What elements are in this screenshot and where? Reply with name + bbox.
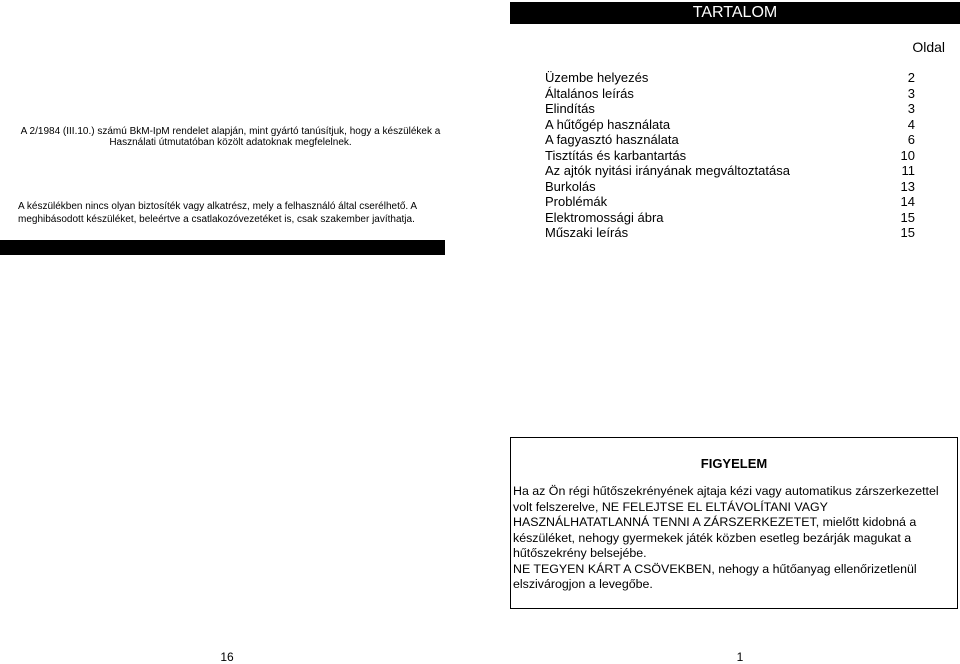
left-page [0, 0, 480, 662]
toc-title: TARTALOM [510, 2, 960, 24]
toc-item-title: Tisztítás és karbantartás [545, 147, 687, 163]
toc-item-page: 4 [907, 116, 915, 132]
toc-item-title: Üzembe helyezés [545, 70, 649, 85]
toc-item-page: 11 [901, 163, 915, 178]
toc-item-title: Burkolás [545, 178, 596, 194]
page-number-right: 1 [736, 650, 744, 664]
warning-box [510, 437, 958, 609]
toc-item-title: Elektromossági ábra [545, 209, 664, 225]
toc-item-title: Az ajtók nyitási irányának megváltoztatása [545, 163, 790, 178]
toc-item-title: A fagyasztó használata [545, 132, 679, 147]
toc-item-title: Műszaki leírás [545, 225, 629, 240]
warning-title: FIGYELEM [700, 456, 768, 471]
toc-item-title: Problémák [545, 194, 608, 209]
toc-item[interactable] [545, 70, 915, 86]
toc-item-page: 6 [907, 132, 915, 147]
warning-paragraph-pipes: NE TEGYEN KÁRT A CSÖVEKBEN, nehogy a hűtőanyag ellenőrizetlenül elszivárogjon a levegőbe. [513, 561, 917, 591]
page-number-left: 16 [220, 650, 234, 664]
toc-item[interactable] [545, 132, 915, 148]
toc-item[interactable] [545, 210, 915, 226]
toc-item-title: A hűtőgép használata [545, 116, 671, 132]
warning-paragraph-lock: Ha az Ön régi hűtőszekrényének ajtaja kézi vagy automatikus zárszerkezettel volt felszerelve, NE FELEJTSE EL ELTÁVOLÍTANI VAGY HASZNÁLHATATLANNÁ TENNI A ZÁRSZERKEZETET, mielőtt kidobná a készüléket, nehogy gyermekek játék közben esetleg bezárják magukat a hűtőszekrény belsejébe. [513, 484, 939, 560]
toc-item-page: 15 [900, 225, 915, 240]
toc-item[interactable] [545, 194, 915, 210]
toc-item[interactable] [545, 117, 915, 133]
repair-note: A készülékben nincs olyan biztosíték vagy alkatrész, mely a felhasználó által cserélhető. A meghibásodott készüléket, beleértve a csatlakozóvezetéket is, csak szakember javíthatja. [18, 201, 417, 225]
toc-item[interactable] [545, 101, 915, 117]
toc-item-page: 3 [907, 85, 915, 101]
conformity-note: A 2/1984 (III.10.) számú BkM-IpM rendelet alapján, mint gyártó tanúsítjuk, hogy a készülékek a Használati útmutatóban közölt adatoknak megfelelnek. [20, 126, 441, 148]
toc-item-page: 2 [907, 70, 915, 85]
toc-item[interactable] [545, 179, 915, 195]
toc-item-page: 10 [900, 147, 915, 163]
table-of-contents [545, 70, 915, 241]
toc-item-page: 13 [900, 178, 915, 194]
toc-item-page: 3 [907, 101, 915, 116]
toc-item-page: 15 [900, 209, 915, 225]
toc-item[interactable] [545, 225, 915, 241]
black-divider-bar [0, 240, 445, 255]
toc-item-title: Elindítás [545, 101, 595, 116]
page-column-label: Oldal [912, 39, 945, 55]
toc-item-title: Általános leírás [545, 85, 634, 101]
warning-body [513, 484, 957, 593]
toc-item[interactable] [545, 163, 915, 179]
toc-item[interactable] [545, 86, 915, 102]
right-page [480, 0, 960, 662]
toc-item-page: 14 [900, 194, 915, 209]
toc-item[interactable] [545, 148, 915, 164]
